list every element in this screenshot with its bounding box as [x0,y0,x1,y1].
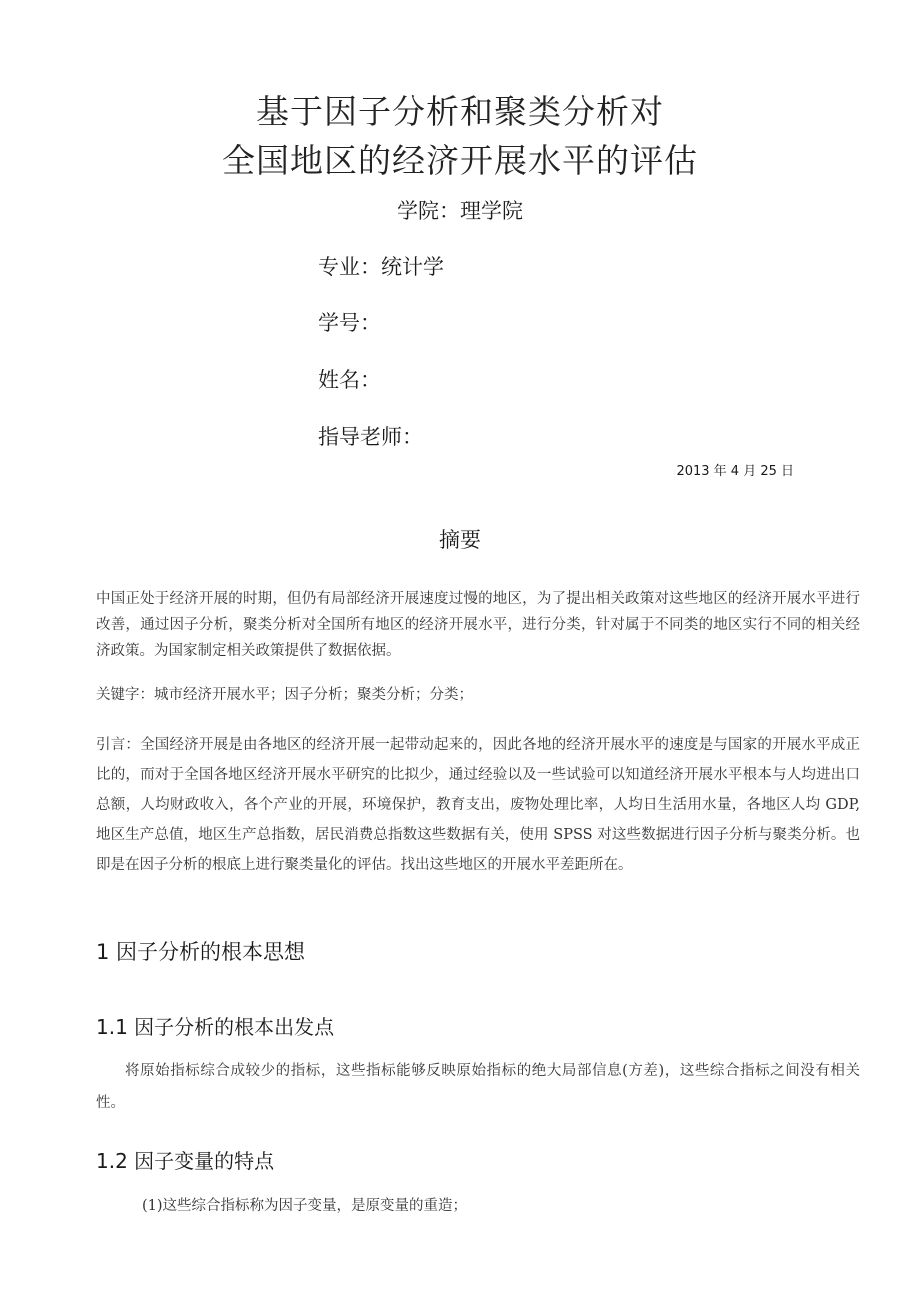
name-field: 姓名： [318,368,381,392]
document-date: 2013 年 4 月 25 日 [676,464,794,479]
document-title-line-2: 全国地区的经济开展水平的评估 [222,141,698,180]
college-field: 学院：理学院 [397,199,523,223]
major-field: 专业：统计学 [318,255,444,279]
abstract-heading: 摘要 [439,528,481,552]
section-1-heading: 1 因子分析的根本思想 [96,940,306,964]
advisor-field: 指导老师： [318,425,423,449]
introduction-text: 引言：全国经济开展是由各地区的经济开展一起带动起来的，因此各地的经济开展水平的速度是与国家的开展水平成正比的，而对于全国各地区经济开展水平研究的比拟少，通过经验以及一些试验可以知道经济开展水平根本与人均进出口总额，人均财政收入，各个产业的开展，环境保护，教育支出，废物处理比率，人均日生活用水量，各地区人均 GDP,地区生产总值，地区生产总指数，居民消费总指数这些数据有关，使用 SPSS 对这些数据进行因子分析与聚类分析。也即是在因子分析的根底上进行聚类量化的评估。找出这些地区的开展水平差距所在。 [96,737,860,873]
section-1-2-item-1: (1)这些综合指标称为因子变量，是原变量的重造； [142,1198,468,1214]
section-1-1-text: 将原始指标综合成较少的指标，这些指标能够反映原始指标的绝大局部信息(方差)，这些综合指标之间没有相关性。 [96,1063,860,1111]
section-1-1-heading: 1.1 因子分析的根本出发点 [96,1015,335,1039]
section-1-2-heading: 1.2 因子变量的特点 [96,1149,275,1173]
student-id-field: 学号： [318,311,381,335]
document-title-line-1: 基于因子分析和聚类分析对 [256,92,664,131]
abstract-text: 中国正处于经济开展的时期，但仍有局部经济开展速度过慢的地区，为了提出相关政策对这些地区的经济开展水平进行改善，通过因子分析，聚类分析对全国所有地区的经济开展水平，进行分类，针对属于不同类的地区实行不同的相关经济政策。为国家制定相关政策提供了数据依据。 [96,591,860,659]
keywords-text: 关键字：城市经济开展水平；因子分析；聚类分析；分类； [96,687,473,703]
